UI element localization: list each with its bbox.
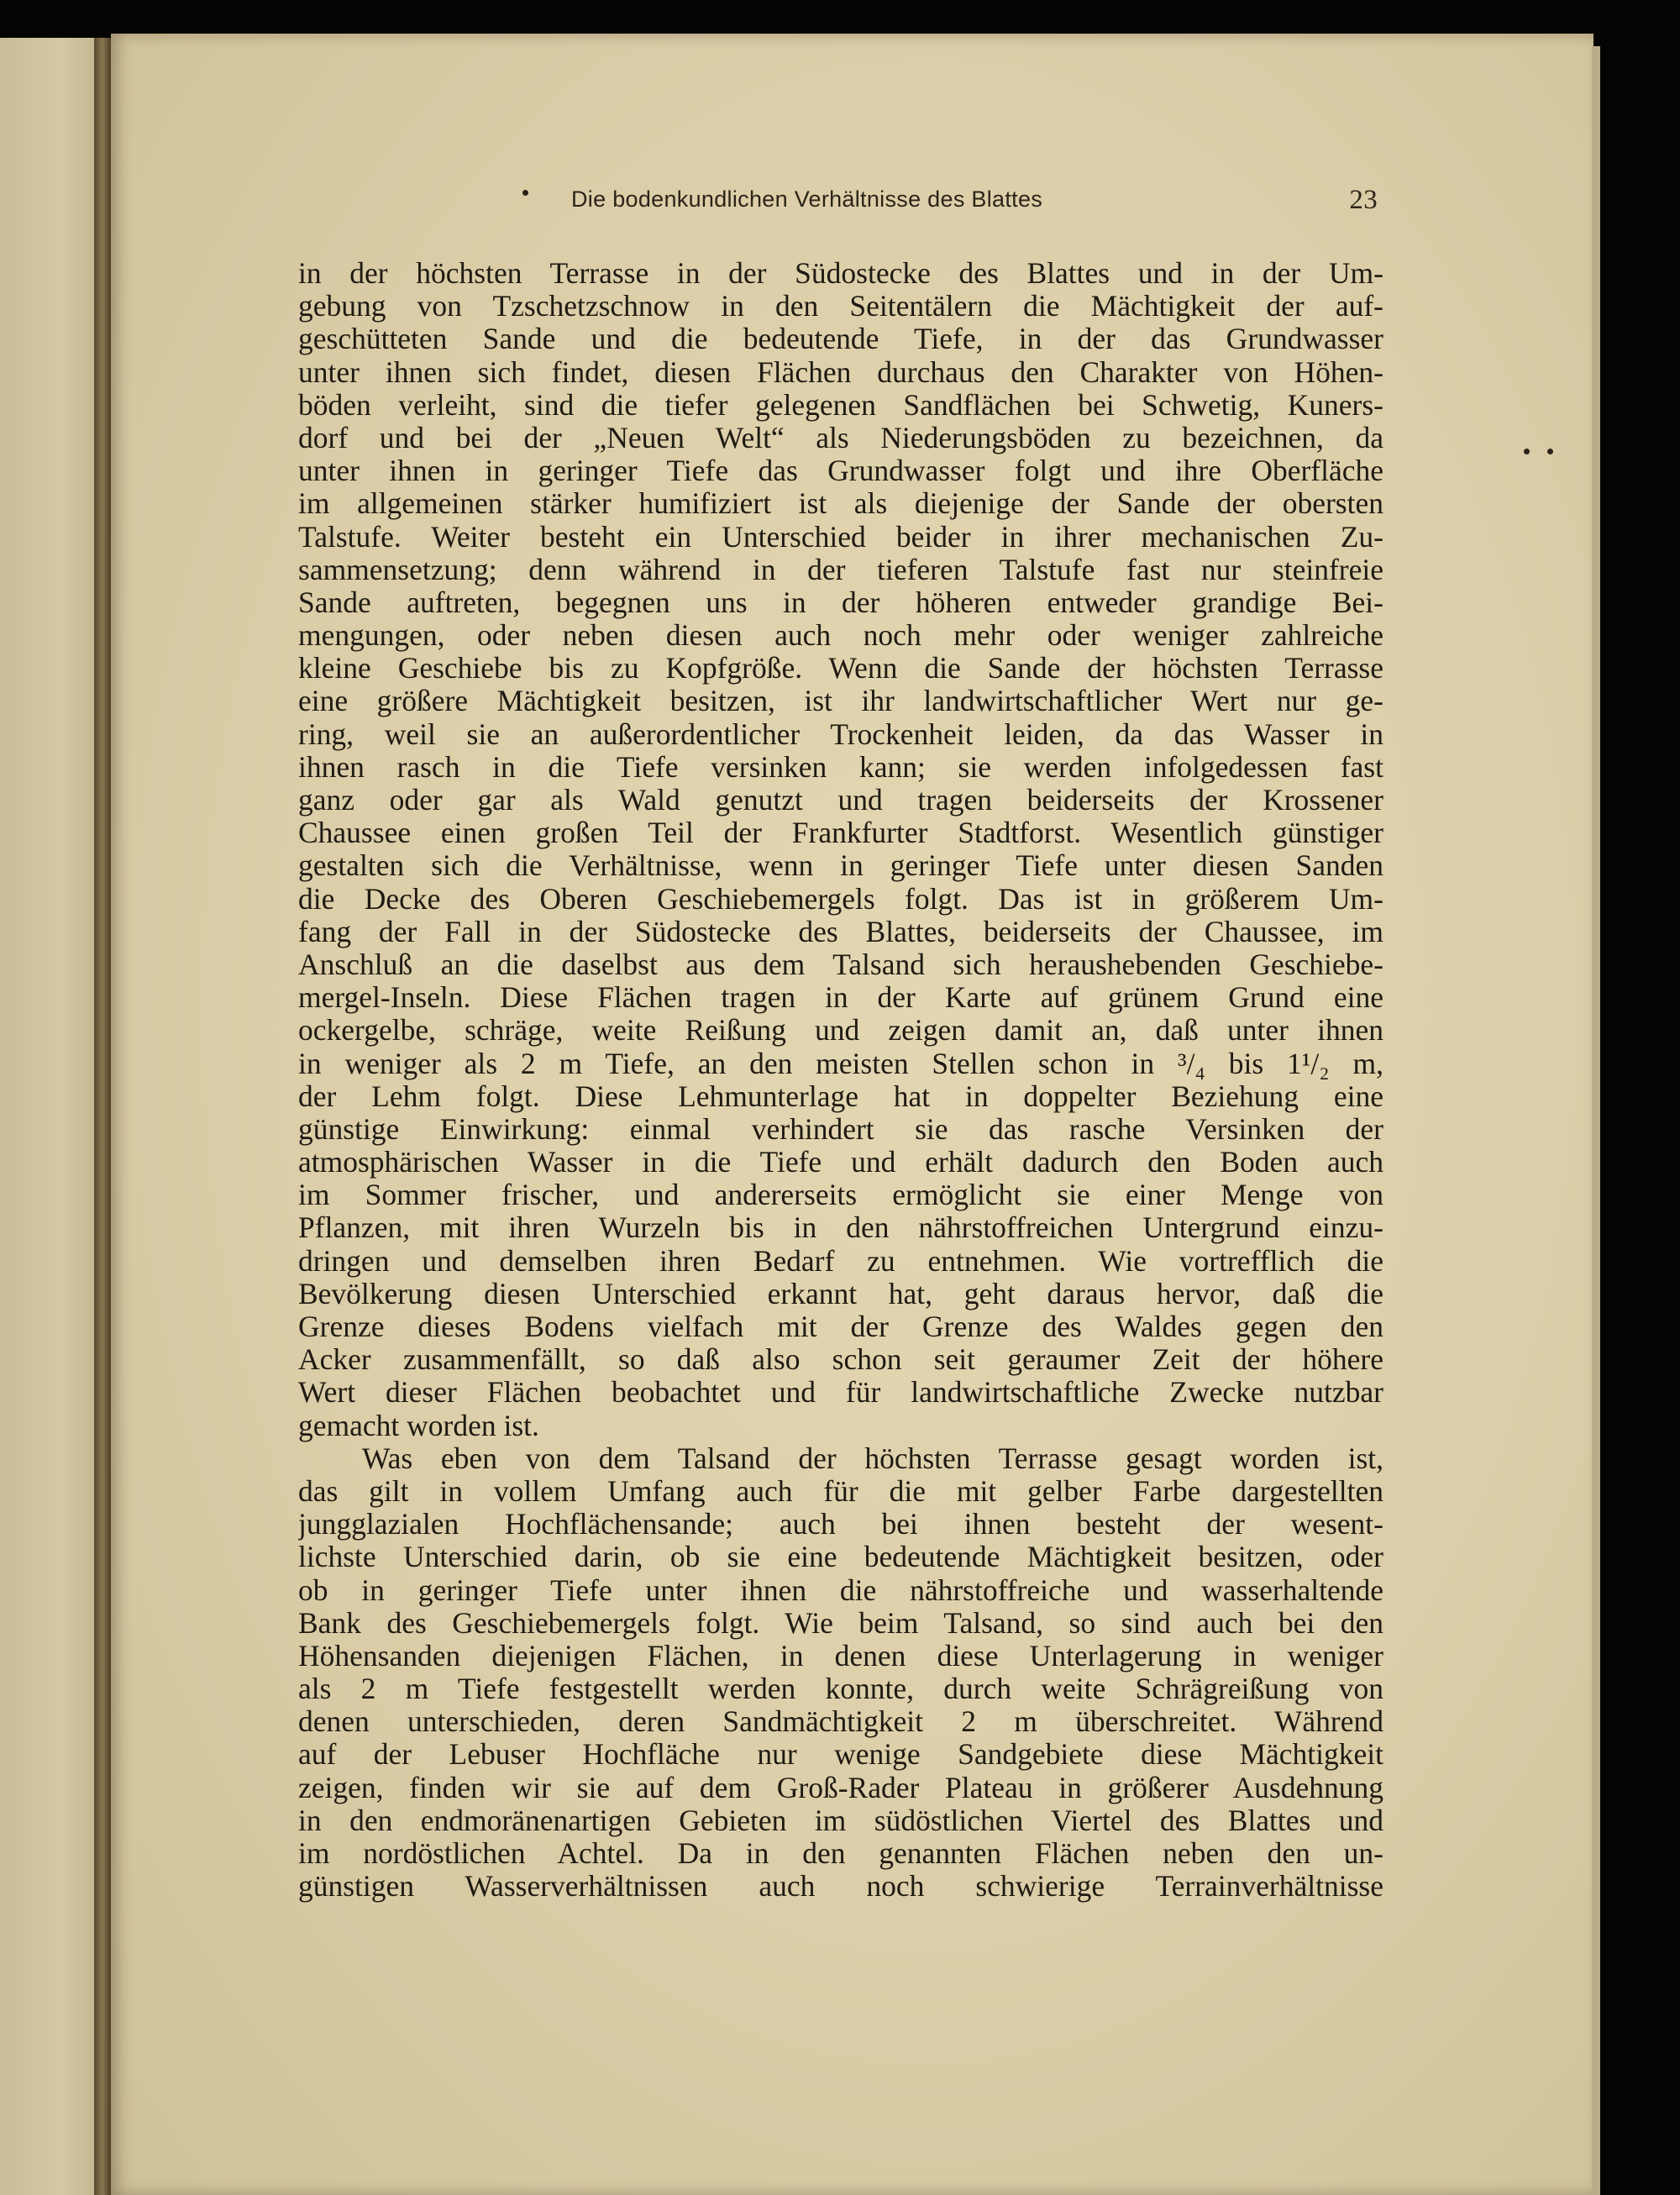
text-line: ockergelbe, schräge, weite Reißung und zeigen damit an, daß unter ihnen — [298, 1014, 1383, 1048]
text-line: fang der Fall in der Südostecke des Blattes, beiderseits der Chaussee, im — [298, 915, 1383, 948]
text-line: eine größere Mächtigkeit besitzen, ist ihr landwirtschaftlicher Wert nur ge- — [298, 685, 1383, 718]
running-title: Die bodenkundlichen Verhältnisse des Blattes — [571, 186, 1043, 212]
text-line: in der höchsten Terrasse in der Südostecke des Blattes und in der Um- — [298, 257, 1383, 290]
print-speck — [1547, 449, 1553, 454]
text-line: denen unterschieden, deren Sandmächtigkeit 2 m überschreitet. Während — [298, 1705, 1383, 1739]
text-line: günstige Einwirkung: einmal verhindert sie das rasche Versinken der — [298, 1112, 1383, 1146]
text-line: sammensetzung; denn während in der tieferen Talstufe fast nur steinfreie — [298, 553, 1383, 586]
text-line: günstigen Wasserverhältnissen auch noch schwierige Terrainverhältnisse — [298, 1870, 1383, 1904]
text-line: unter ihnen sich findet, diesen Flächen durchaus den Charakter von Höhen- — [298, 355, 1383, 389]
book-binding — [94, 38, 113, 2195]
page-right-edge — [1592, 46, 1600, 2195]
previous-page-edge — [0, 38, 101, 2195]
text-line: geschütteten Sande und die bedeutende Tiefe, in der das Grundwasser — [298, 323, 1383, 356]
text-line: ihnen rasch in die Tiefe versinken kann; sie werden infolgedessen fast — [298, 750, 1383, 784]
text-line: mergel-Inseln. Diese Flächen tragen in der Karte auf grünem Grund eine — [298, 981, 1383, 1015]
text-line: lichste Unterschied darin, ob sie eine bedeutende Mächtigkeit besitzen, oder — [298, 1541, 1383, 1574]
text-line: mengungen, oder neben diesen auch noch mehr oder weniger zahlreiche — [298, 619, 1383, 653]
text-line: als 2 m Tiefe festgestellt werden konnte, durch weite Schrägreißung von — [298, 1673, 1383, 1706]
text-line: Talstufe. Weiter besteht ein Unterschied beider in ihrer mechanischen Zu- — [298, 520, 1383, 554]
text-line: auf der Lebuser Hochfläche nur wenige Sandgebiete diese Mächtigkeit — [298, 1738, 1383, 1772]
text-line: Höhensanden diejenigen Flächen, in denen diese Unterlagerung in weniger — [298, 1639, 1383, 1673]
text-line: in den endmoränenartigen Gebieten im südöstlichen Viertel des Blattes und — [298, 1804, 1383, 1837]
text-line: im allgemeinen stärker humifiziert ist als diejenige der Sande der obersten — [298, 487, 1383, 521]
text-line: dorf und bei der „Neuen Welt“ als Niederungsböden zu bezeichnen, da — [298, 421, 1383, 454]
text-line: der Lehm folgt. Diese Lehmunterlage hat in doppelter Beziehung eine — [298, 1079, 1383, 1113]
paragraph-end-line: gemacht worden ist. — [298, 1409, 539, 1442]
text-line: Acker zusammenfällt, so daß also schon seit geraumer Zeit der höhere — [298, 1343, 1383, 1377]
text-line: gebung von Tzschetzschnow in den Seitentälern die Mächtigkeit der auf- — [298, 290, 1383, 323]
text-line: im nordöstlichen Achtel. Da in den genannten Flächen neben den un- — [298, 1837, 1383, 1870]
text-line: im Sommer frischer, und andererseits ermöglicht sie einer Menge von — [298, 1179, 1383, 1212]
text-line: die Decke des Oberen Geschiebemergels folgt. Das ist in größerem Um- — [298, 882, 1383, 916]
text-line: Bank des Geschiebemergels folgt. Wie beim Talsand, so sind auch bei den — [298, 1606, 1383, 1640]
text-line: atmosphärischen Wasser in die Tiefe und erhält dadurch den Boden auch — [298, 1146, 1383, 1179]
text-line: ob in geringer Tiefe unter ihnen die nährstoffreiche und wasserhaltende — [298, 1573, 1383, 1607]
text-line: Pflanzen, mit ihren Wurzeln bis in den nährstoffreichen Untergrund einzu- — [298, 1211, 1383, 1245]
running-header — [571, 185, 1378, 218]
text-line: in weniger als 2 m Tiefe, an den meisten Stellen schon in ³/₄ bis 1¹/₂ m, — [298, 1047, 1383, 1080]
text-line: gestalten sich die Verhältnisse, wenn in geringer Tiefe unter diesen Sanden — [298, 849, 1383, 883]
print-speck — [1524, 449, 1530, 454]
text-line: ganz oder gar als Wald genutzt und tragen beiderseits der Krossener — [298, 784, 1383, 817]
text-line: das gilt in vollem Umfang auch für die mit gelber Farbe dargestellten — [298, 1474, 1383, 1508]
text-line: Anschluß an die daselbst aus dem Talsand sich heraushebenden Geschiebe- — [298, 948, 1383, 981]
body-text — [298, 257, 1383, 1903]
page-number: 23 — [1349, 185, 1378, 215]
text-line: ring, weil sie an außerordentlicher Trockenheit leiden, da das Wasser in — [298, 717, 1383, 751]
text-line: jungglazialen Hochflächensande; auch bei ihnen besteht der wesent- — [298, 1508, 1383, 1541]
text-line: böden verleiht, sind die tiefer gelegenen Sandflächen bei Schwetig, Kuners- — [298, 388, 1383, 422]
text-line: Chaussee einen großen Teil der Frankfurter Stadtforst. Wesentlich günstiger — [298, 817, 1383, 850]
text-line: unter ihnen in geringer Tiefe das Grundwasser folgt und ihre Oberfläche — [298, 454, 1383, 488]
paragraph-start-line: Was eben von dem Talsand der höchsten Terrasse gesagt worden ist, — [362, 1441, 1383, 1475]
print-speck — [522, 190, 528, 196]
text-line: dringen und demselben ihren Bedarf zu entnehmen. Wie vortrefflich die — [298, 1244, 1383, 1278]
text-line: kleine Geschiebe bis zu Kopfgröße. Wenn die Sande der höchsten Terrasse — [298, 652, 1383, 685]
text-line: Sande auftreten, begegnen uns in der höheren entweder grandige Bei- — [298, 586, 1383, 619]
text-line: Grenze dieses Bodens vielfach mit der Grenze des Waldes gegen den — [298, 1310, 1383, 1343]
text-line: zeigen, finden wir sie auf dem Groß-Rader Plateau in größerer Ausdehnung — [298, 1771, 1383, 1804]
text-line: Wert dieser Flächen beobachtet und für landwirtschaftliche Zwecke nutzbar — [298, 1376, 1383, 1410]
text-line: Bevölkerung diesen Unterschied erkannt hat, geht daraus hervor, daß die — [298, 1277, 1383, 1310]
